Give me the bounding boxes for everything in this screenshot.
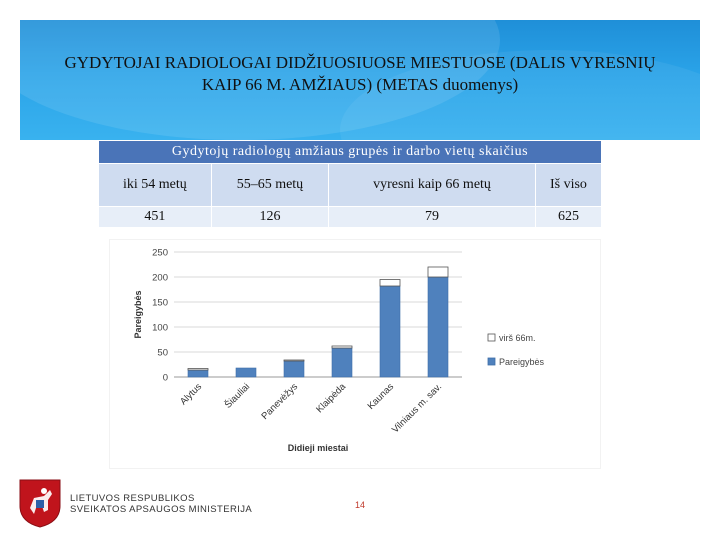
bar-pareigybes	[332, 348, 352, 377]
x-tick-label: Klaipėda	[314, 381, 349, 416]
legend-swatch	[488, 334, 495, 341]
value-cell-under-54: 451	[99, 207, 212, 228]
bar-virs-66	[188, 369, 208, 371]
bar-pareigybes	[284, 361, 304, 377]
ministry-name	[70, 493, 290, 515]
bar-virs-66	[428, 267, 448, 277]
x-tick-label: Alytus	[178, 381, 205, 408]
y-tick-label: 100	[152, 322, 168, 334]
value-cell-55-65: 126	[211, 207, 328, 228]
legend-label: virš 66m.	[499, 333, 536, 343]
value-cell-total: 625	[535, 207, 601, 228]
stacked-bar-chart	[110, 240, 600, 468]
y-axis-label: Pareigybės	[133, 290, 143, 339]
y-tick-label: 50	[157, 347, 168, 359]
y-tick-label: 250	[152, 247, 168, 259]
x-tick-label: Kaunas	[365, 381, 397, 412]
x-tick-label: Šiauliai	[222, 381, 253, 411]
slide-title: GYDYTOJAI RADIOLOGAI DIDŽIUOSIUOSE MIESTUOSE (DALIS VYRESNIŲ KAIP 66 M. AMŽIAUS) (METAS duomenys)	[64, 53, 656, 94]
y-tick-label: 0	[162, 372, 168, 384]
page-number: 14	[354, 500, 365, 510]
legend-swatch	[488, 358, 495, 365]
bar-pareigybes	[188, 370, 208, 377]
ministry-line-1: LIETUVOS RESPUBLIKOS	[70, 493, 195, 504]
header-cell-over-66: vyresni kaip 66 metų	[329, 164, 536, 207]
bar-virs-66	[380, 280, 400, 287]
x-axis-label: Didieji miestai	[287, 443, 349, 453]
chart-container	[110, 240, 600, 468]
slide-header-band	[20, 20, 700, 140]
x-tick-label: Vilniaus m. sav.	[389, 381, 445, 436]
x-tick-label: Panevėžys	[259, 381, 301, 422]
bar-pareigybes	[380, 286, 400, 377]
bar-pareigybes	[428, 277, 448, 377]
ministry-line-2: SVEIKATOS APSAUGOS MINISTERIJA	[70, 504, 253, 515]
y-tick-label: 150	[152, 297, 168, 309]
bar-virs-66	[284, 360, 304, 361]
y-tick-label: 200	[152, 272, 168, 284]
header-cell-55-65: 55–65 metų	[211, 164, 328, 207]
header-cell-total: Iš viso	[535, 164, 601, 207]
bar-virs-66	[332, 346, 352, 348]
legend-label: Pareigybės	[499, 357, 545, 367]
bar-pareigybes	[236, 368, 256, 377]
age-group-table	[98, 140, 602, 228]
coat-of-arms-logo	[18, 478, 62, 533]
header-cell-under-54: iki 54 metų	[99, 164, 212, 207]
value-cell-over-66: 79	[329, 207, 536, 228]
table-caption: Gydytojų radiologų amžiaus grupės ir darbo vietų skaičius	[99, 141, 602, 164]
